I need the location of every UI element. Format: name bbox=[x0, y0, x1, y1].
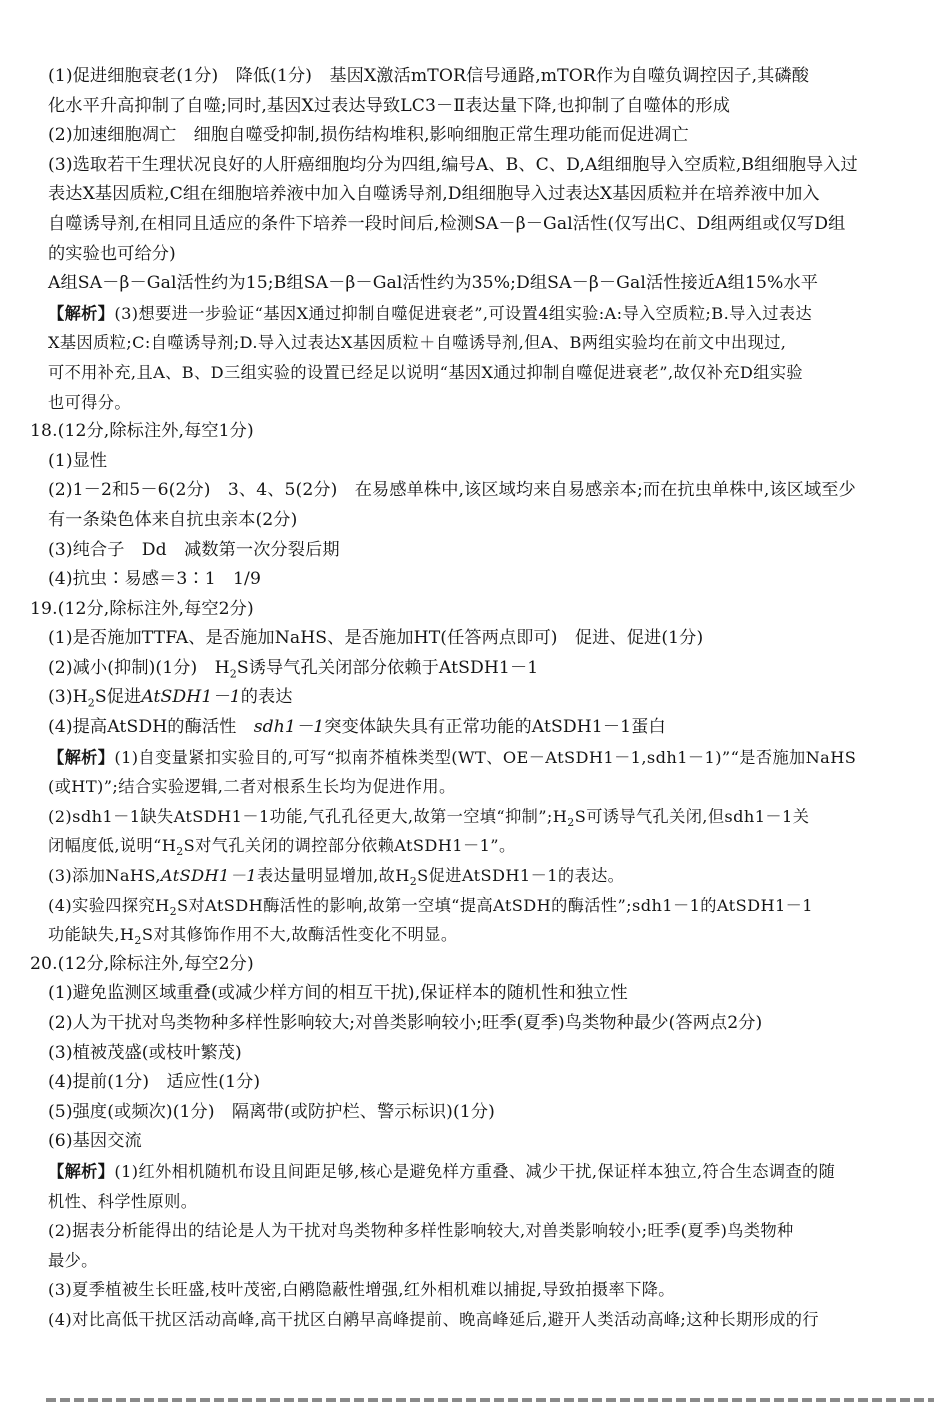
subscript: 2 bbox=[169, 904, 177, 918]
text-segment: 的实验也可给分) bbox=[48, 243, 176, 264]
text-line-l32 bbox=[46, 979, 934, 1009]
text-line-l30 bbox=[46, 920, 934, 950]
text-line-l43 bbox=[46, 1305, 934, 1335]
text-segment: (3)H bbox=[48, 687, 88, 708]
text-line-l11 bbox=[46, 358, 934, 388]
text-line-l12 bbox=[46, 388, 934, 418]
text-segment: (1)自变量紧扣实验目的,可写“拟南芥植株类型(WT、OE－AtSDH1－1,sdh1－1)”“是否施加NaHS bbox=[114, 747, 857, 767]
text-segment: 自噬诱导剂,在相同且适应的条件下培养一段时间后,检测SA－β－Gal活性(仅写出C、D组两组或仅写D组 bbox=[48, 213, 846, 234]
text-line-l28 bbox=[46, 861, 934, 891]
text-segment: S促进 bbox=[94, 687, 142, 708]
text-segment: 19.(12分,除标注外,每空2分) bbox=[30, 598, 254, 619]
answer-content bbox=[30, 62, 934, 1335]
text-segment: (4)抗虫∶易感＝3∶1 1/9 bbox=[48, 569, 261, 590]
subscript: 2 bbox=[176, 845, 184, 859]
text-segment: 20.(12分,除标注外,每空2分) bbox=[30, 953, 254, 974]
text-segment: 有一条染色体来自抗虫亲本(2分) bbox=[48, 509, 298, 530]
text-segment: (3)植被茂盛(或枝叶繁茂) bbox=[48, 1042, 242, 1063]
text-line-l26 bbox=[46, 802, 934, 832]
text-segment: S对其修饰作用不大,故酶活性变化不明显。 bbox=[141, 925, 458, 945]
text-segment: 功能缺失,H bbox=[48, 925, 135, 945]
text-line-l37 bbox=[46, 1127, 934, 1157]
text-line-l3 bbox=[46, 121, 934, 151]
text-line-l7 bbox=[46, 240, 934, 270]
text-segment: S对气孔关闭的调控部分依赖AtSDH1－1”。 bbox=[183, 836, 516, 856]
text-segment: (4)提前(1分) 适应性(1分) bbox=[48, 1072, 261, 1093]
text-segment: 的表达 bbox=[240, 687, 293, 708]
text-line-l15 bbox=[46, 476, 934, 506]
analysis-tag: 【解析】 bbox=[48, 1161, 115, 1181]
text-segment: 化水平升高抑制了自噬;同时,基因X过表达导致LC3－Ⅱ表达量下降,也抑制了自噬体的形成 bbox=[48, 95, 731, 116]
text-line-l16 bbox=[46, 506, 934, 536]
text-line-l22 bbox=[46, 683, 934, 713]
text-segment: (1)促进细胞衰老(1分) 降低(1分) 基因X激活mTOR信号通路,mTOR作为自噬负调控因子,其磷酸 bbox=[48, 66, 809, 86]
text-line-l19 bbox=[30, 595, 934, 625]
text-segment: S对AtSDH酶活性的影响,故第一空填“提高AtSDH的酶活性”;sdh1－1的AtSDH1－1 bbox=[177, 895, 813, 915]
text-segment: (3)夏季植被生长旺盛,枝叶茂密,白鹇隐蔽性增强,红外相机难以捕捉,导致拍摄率下降。 bbox=[48, 1280, 675, 1300]
text-line-l33 bbox=[46, 1009, 934, 1039]
subscript: 2 bbox=[87, 696, 95, 710]
text-segment: sdh1－1 bbox=[253, 717, 325, 738]
text-line-l9 bbox=[46, 299, 934, 329]
text-segment: (1)显性 bbox=[48, 450, 108, 471]
text-line-l23 bbox=[46, 713, 934, 743]
text-line-l38 bbox=[46, 1157, 934, 1187]
text-segment: (3)选取若干生理状况良好的人肝癌细胞均分为四组,编号A、B、C、D,A组细胞导入空质粒,B组细胞导入过 bbox=[48, 154, 858, 175]
text-segment: 最少。 bbox=[48, 1250, 98, 1270]
text-line-l29 bbox=[46, 891, 934, 921]
text-line-l13 bbox=[30, 417, 934, 447]
text-line-l1 bbox=[46, 62, 934, 92]
text-segment: 可不用补充,且A、B、D三组实验的设置已经足以说明“基因X通过抑制自噬促进衰老”,故仅补充D组实验 bbox=[48, 362, 804, 382]
text-segment: (2)1－2和5－6(2分) 3、4、5(2分) 在易感单株中,该区域均来自易感亲本;而在抗虫单株中,该区域至少 bbox=[48, 480, 856, 501]
text-line-l35 bbox=[46, 1068, 934, 1098]
text-segment: (5)强度(或频次)(1分) 隔离带(或防护栏、警示标识)(1分) bbox=[48, 1101, 495, 1122]
cropped-bottom-line bbox=[46, 1398, 934, 1410]
text-segment: 表达X基因质粒,C组在细胞培养液中加入自噬诱导剂,D组细胞导入过表达X基因质粒并在培养液中加入 bbox=[48, 184, 820, 205]
text-segment: (或HT)”;结合实验逻辑,二者对根系生长均为促进作用。 bbox=[48, 777, 456, 797]
text-segment: (3)想要进一步验证“基因X通过抑制自噬促进衰老”,可设置4组实验:A:导入空质粒;B.导入过表达 bbox=[114, 303, 813, 323]
text-segment: S诱导气孔关闭部分依赖于AtSDH1－1 bbox=[236, 657, 539, 678]
analysis-tag: 【解析】 bbox=[48, 303, 115, 323]
text-line-l14 bbox=[46, 447, 934, 477]
text-segment: (2)据表分析能得出的结论是人为干扰对鸟类物种多样性影响较大,对兽类影响较小;旺季(夏季)鸟类物种 bbox=[48, 1221, 794, 1241]
text-line-l8 bbox=[46, 269, 934, 299]
text-segment: (4)提高AtSDH的酶活性 bbox=[48, 717, 254, 738]
text-segment: (1)避免监测区域重叠(或减少样方间的相互干扰),保证样本的随机性和独立性 bbox=[48, 983, 628, 1004]
text-line-l5 bbox=[46, 180, 934, 210]
text-segment: 突变体缺失具有正常功能的AtSDH1－1蛋白 bbox=[324, 717, 666, 738]
text-segment: 18.(12分,除标注外,每空1分) bbox=[30, 421, 254, 442]
text-line-l24 bbox=[46, 743, 934, 773]
text-line-l31 bbox=[30, 950, 934, 980]
text-segment: (2)sdh1－1缺失AtSDH1－1功能,气孔孔径更大,故第一空填“抑制”;H bbox=[48, 806, 568, 826]
text-line-l10 bbox=[46, 328, 934, 358]
text-line-l41 bbox=[46, 1246, 934, 1276]
text-line-l20 bbox=[46, 624, 934, 654]
text-line-l2 bbox=[46, 92, 934, 122]
text-segment: (2)人为干扰对鸟类物种多样性影响较大;对兽类影响较小;旺季(夏季)鸟类物种最少(答两点2分) bbox=[48, 1013, 763, 1033]
text-line-l40 bbox=[46, 1216, 934, 1246]
text-line-l6 bbox=[46, 210, 934, 240]
text-segment: (6)基因交流 bbox=[48, 1131, 142, 1152]
text-segment: (1)红外相机随机布设且间距足够,核心是避免样方重叠、减少干扰,保证样本独立,符合生态调查的随 bbox=[114, 1161, 836, 1181]
text-segment: 表达量明显增加,故H bbox=[257, 866, 410, 886]
text-line-l42 bbox=[46, 1275, 934, 1305]
text-line-l27 bbox=[46, 831, 934, 861]
analysis-tag: 【解析】 bbox=[48, 747, 115, 767]
text-segment: 也可得分。 bbox=[48, 392, 131, 412]
text-segment: AtSDH1－1 bbox=[160, 866, 257, 886]
text-line-l39 bbox=[46, 1187, 934, 1217]
text-segment: X基因质粒;C:自噬诱导剂;D.导入过表达X基因质粒＋自噬诱导剂,但A、B两组实验均在前文中出现过, bbox=[48, 333, 787, 353]
text-segment: (1)是否施加TTFA、是否施加NaHS、是否施加HT(任答两点即可) 促进、促进(1分) bbox=[48, 628, 704, 649]
subscript: 2 bbox=[134, 934, 142, 948]
text-segment: (4)实验四探究H bbox=[48, 895, 170, 915]
text-segment: S可诱导气孔关闭,但sdh1－1关 bbox=[574, 806, 810, 826]
text-segment: A组SA－β－Gal活性约为15;B组SA－β－Gal活性约为35%;D组SA－β－Gal活性接近A组15%水平 bbox=[48, 273, 818, 294]
text-segment: (3)纯合子 Dd 减数第一次分裂后期 bbox=[48, 539, 340, 560]
text-segment: (2)加速细胞凋亡 细胞自噬受抑制,损伤结构堆积,影响细胞正常生理功能而促进凋亡 bbox=[48, 125, 689, 146]
text-segment: AtSDH1－1 bbox=[141, 687, 241, 708]
text-segment: (3)添加NaHS, bbox=[48, 866, 161, 886]
text-line-l36 bbox=[46, 1098, 934, 1128]
text-line-l4 bbox=[46, 151, 934, 181]
subscript: 2 bbox=[567, 816, 575, 830]
text-segment: (2)减小(抑制)(1分) H bbox=[48, 657, 230, 678]
subscript: 2 bbox=[409, 875, 418, 889]
text-segment: S促进AtSDH1－1的表达。 bbox=[417, 866, 625, 886]
text-segment: 机性、科学性原则。 bbox=[48, 1191, 198, 1211]
text-segment: (4)对比高低干扰区活动高峰,高干扰区白鹇早高峰提前、晚高峰延后,避开人类活动高峰;这种长期形成的行 bbox=[48, 1309, 819, 1329]
subscript: 2 bbox=[229, 667, 237, 681]
text-line-l21 bbox=[46, 654, 934, 684]
text-line-l18 bbox=[46, 565, 934, 595]
text-line-l34 bbox=[46, 1039, 934, 1069]
text-line-l17 bbox=[46, 536, 934, 566]
text-segment: 闭幅度低,说明“H bbox=[48, 836, 177, 856]
text-line-l25 bbox=[46, 772, 934, 802]
